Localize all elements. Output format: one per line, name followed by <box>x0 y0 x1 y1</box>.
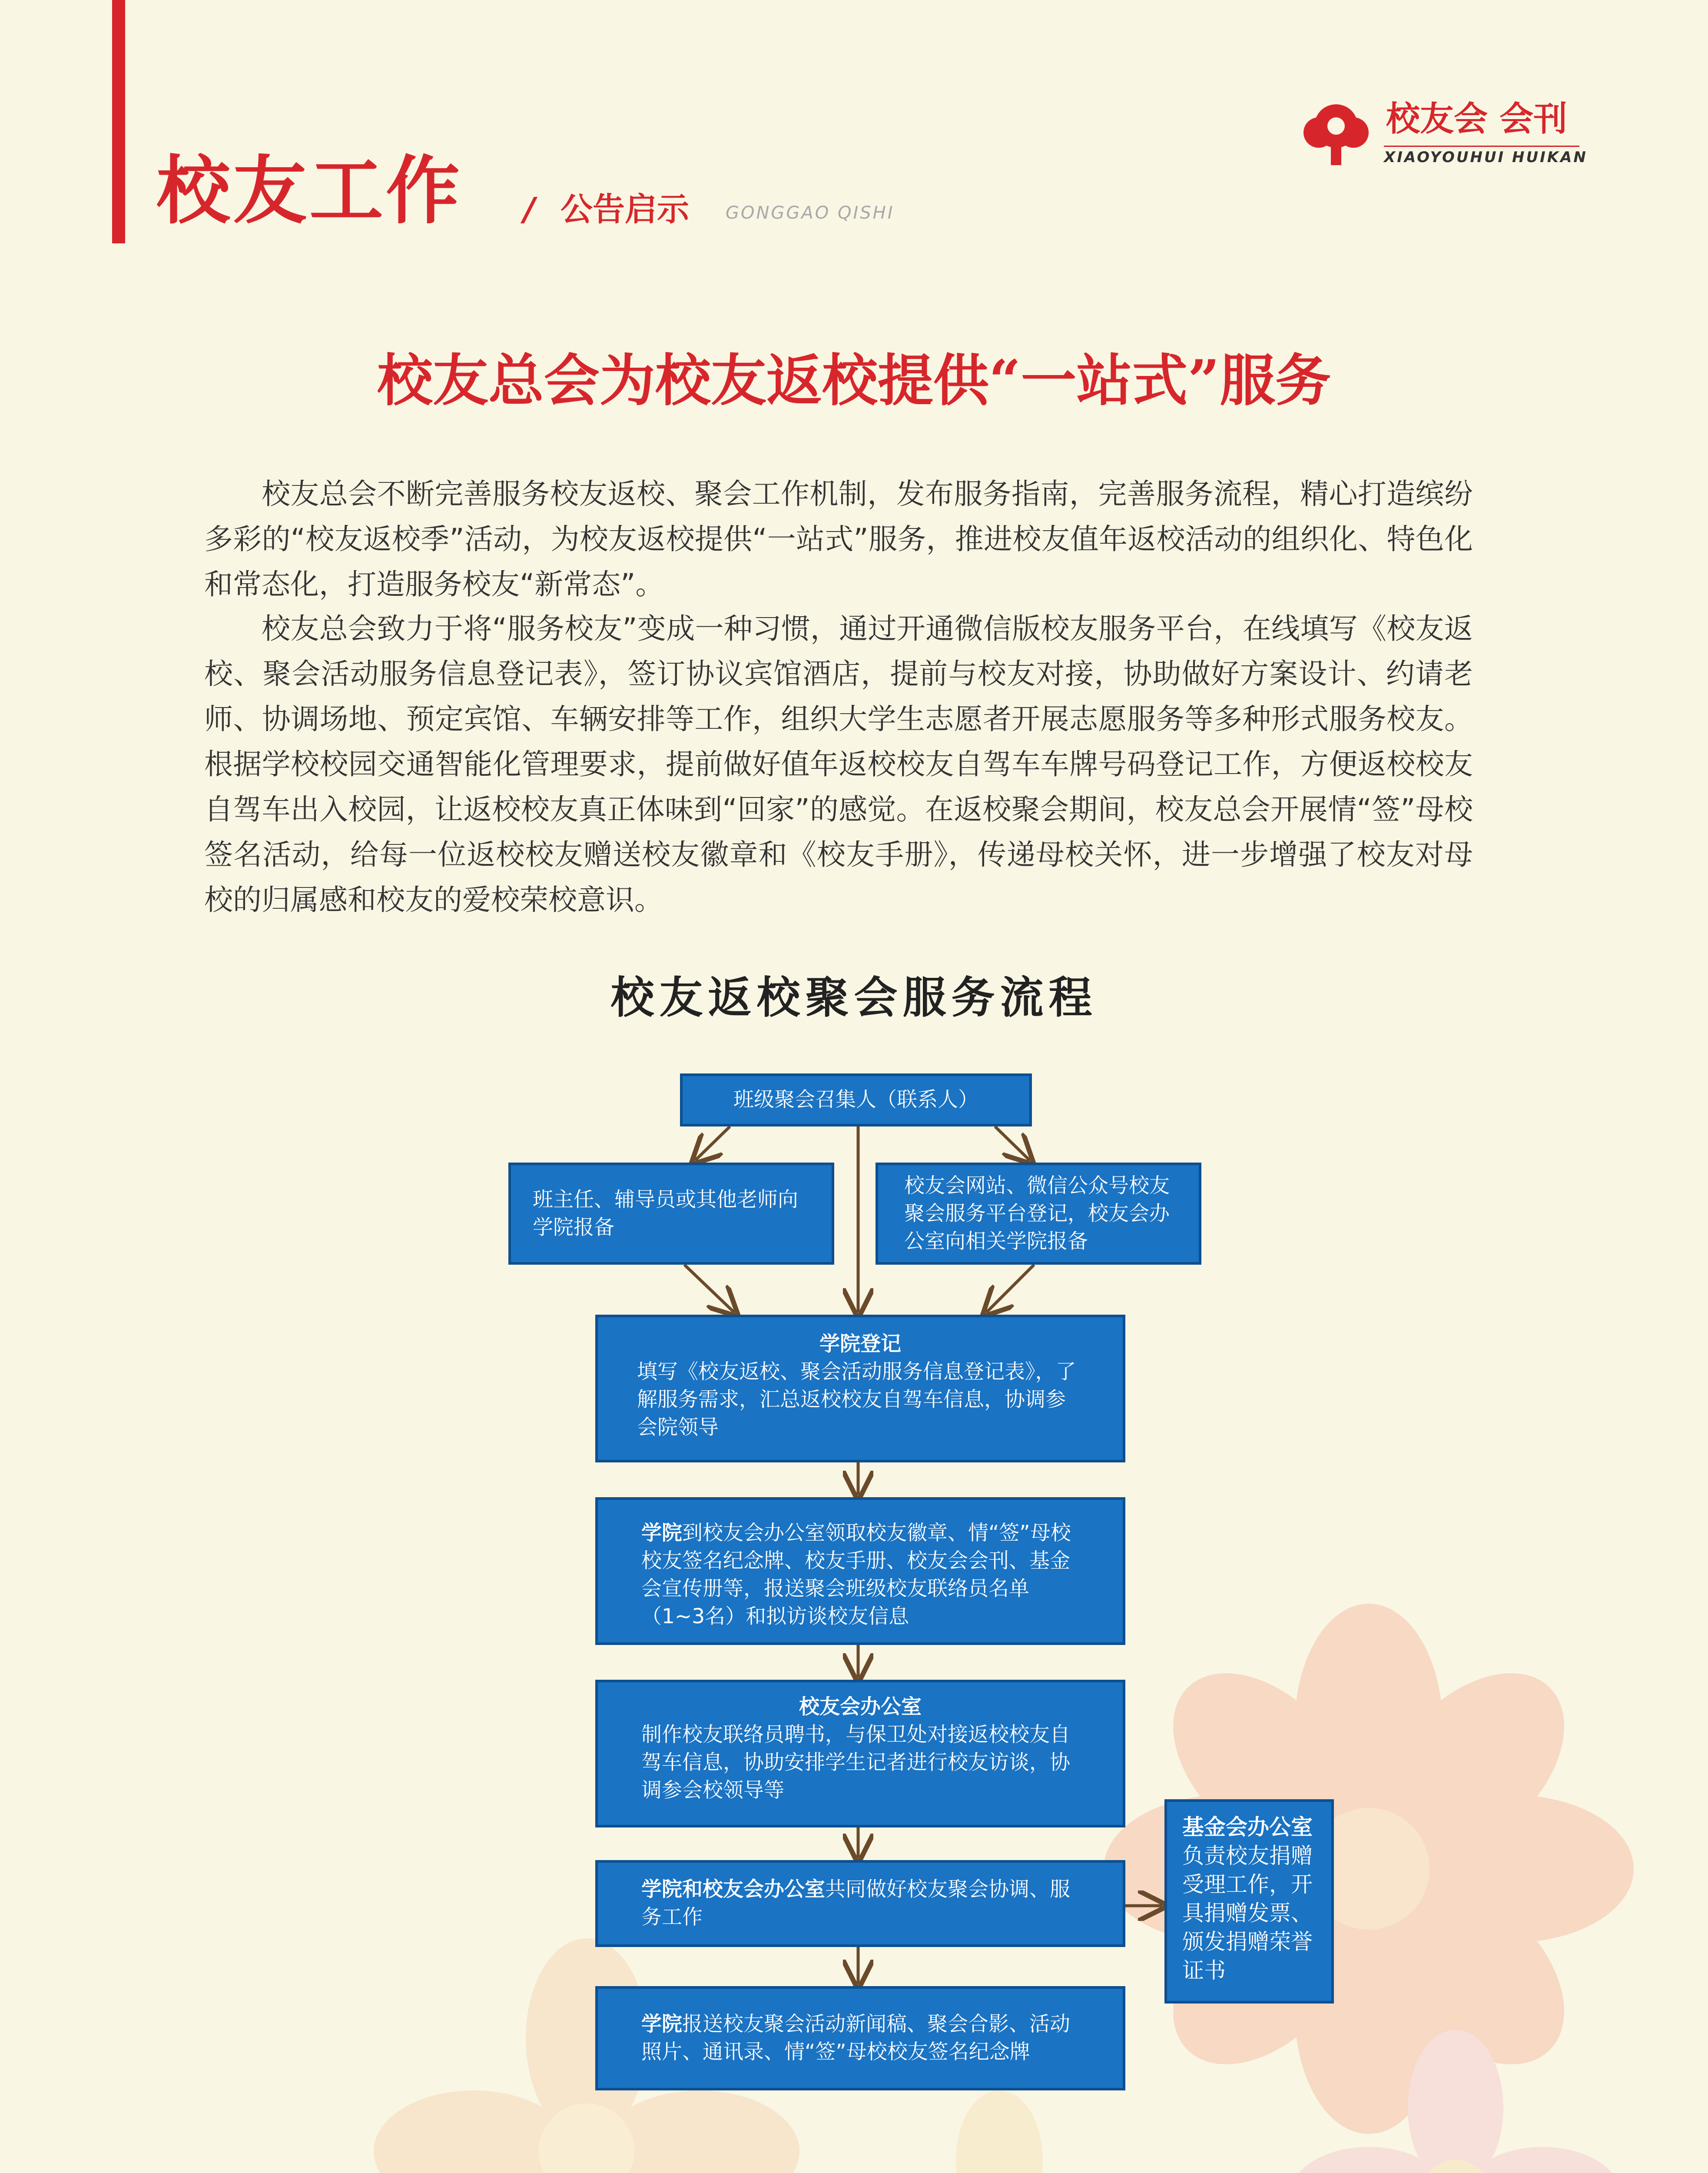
arrow-convener-to-teacher <box>695 1126 730 1160</box>
article-title: 校友总会为校友返校提供“一站式”服务 <box>377 348 1331 413</box>
fund-heading: 基金会办公室 <box>1182 1814 1313 1840</box>
coord-body: 共同做好校友聚会协调、服务工作 <box>641 1877 1070 1929</box>
flow-box-materials-pickup <box>595 1497 1125 1645</box>
arrow-teacher-to-college <box>684 1265 734 1312</box>
report-body: 报送校友聚会活动新闻稿、聚会合影、活动照片、通讯录、情“签”母校校友签名纪念牌 <box>641 2012 1070 2064</box>
flow-box-joint-coordination <box>595 1860 1125 1947</box>
flowchart-title: 校友返校聚会服务流程 <box>610 972 1098 1023</box>
subsection-title: 公告启示 <box>560 191 689 228</box>
subsection-pinyin: GONGGAO QISHI <box>726 203 895 223</box>
online-text: 校友会网站、微信公众号校友聚会服务平台登记，校友会办公室向相关学院报备 <box>904 1173 1170 1253</box>
office-heading: 校友会办公室 <box>799 1695 922 1719</box>
report-lead: 学院 <box>641 2012 682 2036</box>
magazine-brand-name: 校友会 会刊 <box>1386 100 1568 139</box>
flow-box-college-registration <box>595 1315 1125 1462</box>
coord-lead: 学院和校友会办公室 <box>641 1877 825 1901</box>
magazine-brand-pinyin: XIAOYOUHUI HUIKAN <box>1384 149 1588 166</box>
pickup-body: 到校友会办公室领取校友徽章、情“签”母校校友签名纪念牌、校友手册、校友会会刊、基金会宣传册等，报送聚会班级校友联络员名单（1~3名）和拟访谈校友信息 <box>641 1521 1071 1628</box>
subsection-slash: / <box>524 191 536 228</box>
article-paragraph: 校友总会致力于将“服务校友”变成一种习惯，通过开通微信版校友服务平台，在线填写《校友返校、聚会活动服务信息登记表》，签订协议宾馆酒店，提前与校友对接，协助做好方案设计、约请老师、协调场地、预定宾馆、车辆安排等工作，组织大学生志愿者开展志愿服务等多种形式服务校友。根据学校校园交通智能化管理要求，提前做好值年返校校友自驾车车牌号码登记工作，方便返校校友自驾车出入校园，让返校校友真正体味到“回家”的感觉。在返校聚会期间，校友总会开展情“签”母校签名活动，给每一位返校校友赠送校友徽章和《校友手册》，传递母校关怀，进一步增强了校友对母校的归属感和校友的爱校荣校意识。 <box>204 612 1473 917</box>
flow-box-online-registration <box>876 1163 1201 1265</box>
flow-box-convener <box>680 1073 1032 1126</box>
teacher-text: 班主任、辅导员或其他老师向学院报备 <box>533 1187 798 1239</box>
pickup-lead: 学院 <box>641 1521 682 1545</box>
arrow-convener-to-online <box>995 1126 1030 1160</box>
college-body: 填写《校友返校、聚会活动服务信息登记表》，了解服务需求，汇总返校校友自驾车信息，协调参会院领导 <box>637 1360 1076 1439</box>
flow-box-alumni-office <box>595 1680 1125 1827</box>
flow-box-news-report <box>595 1986 1125 2090</box>
college-heading: 学院登记 <box>819 1332 901 1356</box>
fund-body: 负责校友捐赠受理工作，开具捐赠发票、颁发捐赠荣誉证书 <box>1182 1843 1313 1983</box>
office-body: 制作校友联络员聘书，与保卫处对接返校校友自驾车信息，协助安排学生记者进行校友访谈，协调参会校领导等 <box>641 1723 1070 1802</box>
section-title: 校友工作 <box>156 148 463 234</box>
convener-text: 班级聚会召集人（联系人） <box>733 1088 978 1112</box>
flow-box-foundation-office <box>1164 1799 1334 2004</box>
article-paragraph: 校友总会不断完善服务校友返校、聚会工作机制，发布服务指南，完善服务流程，精心打造缤纷多彩的“校友返校季”活动，为校友返校提供“一站式”服务，推进校友值年返校活动的组织化、特色化和常态化，打造服务校友“新常态”。 <box>204 477 1473 601</box>
flow-box-teacher-report <box>508 1163 834 1265</box>
arrow-online-to-college <box>986 1265 1034 1312</box>
